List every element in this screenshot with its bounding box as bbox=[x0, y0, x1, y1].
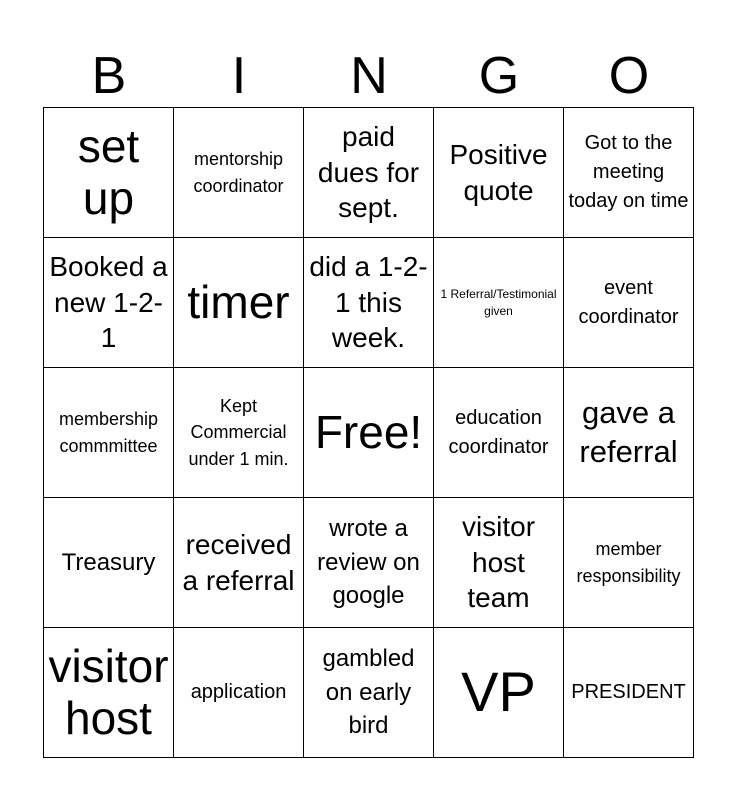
cell-label: mentorship coordinator bbox=[193, 149, 284, 196]
bingo-cell[interactable] bbox=[434, 368, 564, 498]
bingo-cell[interactable] bbox=[44, 108, 174, 238]
bingo-cell[interactable] bbox=[304, 628, 434, 758]
cell-label: set up bbox=[77, 119, 140, 224]
cell-label: application bbox=[190, 681, 287, 703]
bingo-cell[interactable] bbox=[564, 238, 694, 368]
bingo-cell[interactable] bbox=[434, 108, 564, 238]
cell-label: gambled on early bird bbox=[322, 645, 415, 740]
cell-label: Positive quote bbox=[449, 138, 548, 206]
cell-label: Kept Commercial under 1 min. bbox=[188, 396, 289, 469]
cell-label: visitor host team bbox=[461, 510, 536, 614]
bingo-cell[interactable] bbox=[174, 368, 304, 498]
bingo-cell[interactable] bbox=[564, 368, 694, 498]
bingo-header bbox=[44, 44, 694, 108]
cell-label: Treasury bbox=[61, 548, 156, 576]
bingo-cell[interactable] bbox=[304, 498, 434, 628]
bingo-cell[interactable] bbox=[564, 628, 694, 758]
bingo-cell[interactable] bbox=[174, 498, 304, 628]
cell-label: timer bbox=[187, 275, 290, 328]
cell-label: Got to the meeting today on time bbox=[568, 132, 689, 212]
bingo-cell[interactable] bbox=[304, 238, 434, 368]
cell-label: did a 1-2-1 this week. bbox=[309, 250, 428, 354]
cell-label: wrote a review on google bbox=[317, 515, 420, 610]
header-letter-i: I bbox=[231, 47, 247, 105]
bingo-cell[interactable] bbox=[174, 238, 304, 368]
bingo-cell[interactable] bbox=[564, 108, 694, 238]
bingo-cell[interactable] bbox=[174, 108, 304, 238]
cell-label: VP bbox=[461, 660, 536, 724]
header-letter-g: G bbox=[478, 47, 520, 105]
header-letter-o: O bbox=[608, 47, 650, 105]
cell-label: paid dues for sept. bbox=[317, 120, 420, 224]
bingo-cell[interactable] bbox=[44, 628, 174, 758]
bingo-cell[interactable] bbox=[434, 238, 564, 368]
free-space-cell[interactable] bbox=[304, 368, 434, 498]
bingo-cell[interactable] bbox=[44, 238, 174, 368]
bingo-card-grid bbox=[43, 107, 694, 758]
header-letter-b: B bbox=[91, 47, 127, 105]
free-space-label: Free! bbox=[314, 405, 423, 458]
cell-label: gave a referral bbox=[579, 394, 678, 469]
cell-label: visitor host bbox=[48, 639, 169, 744]
bingo-cell[interactable] bbox=[174, 628, 304, 758]
bingo-cell[interactable] bbox=[44, 368, 174, 498]
cell-label: PRESIDENT bbox=[571, 681, 686, 703]
cell-label: event coordinator bbox=[578, 276, 679, 328]
bingo-cell[interactable] bbox=[564, 498, 694, 628]
cell-label: education coordinator bbox=[448, 406, 549, 458]
bingo-cell[interactable] bbox=[434, 628, 564, 758]
bingo-cell[interactable] bbox=[434, 498, 564, 628]
bingo-cell[interactable] bbox=[44, 498, 174, 628]
cell-label: member responsibility bbox=[576, 539, 681, 586]
cell-label: membership commmittee bbox=[58, 409, 159, 456]
cell-label: Booked a new 1-2-1 bbox=[49, 250, 168, 354]
cell-label: received a referral bbox=[182, 528, 295, 596]
bingo-cell[interactable] bbox=[304, 108, 434, 238]
cell-label: 1 Referral/Testimonial given bbox=[440, 287, 557, 318]
header-letter-n: N bbox=[350, 47, 388, 105]
